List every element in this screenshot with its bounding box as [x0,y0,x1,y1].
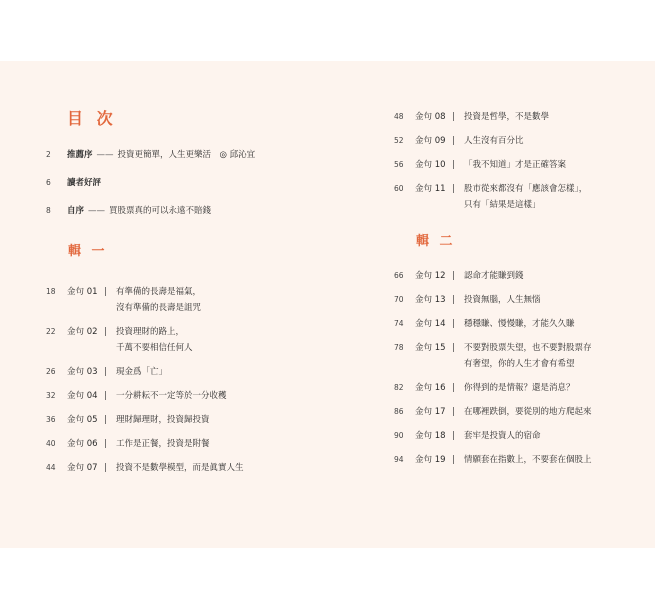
separator-bar: | [452,319,455,329]
entry-label: 金句 15 [415,343,446,353]
entry-text-line: 人生沒有百分比 [464,136,524,146]
toc-entry[interactable] [394,292,644,308]
entry-label: 金句 17 [415,407,446,417]
entry-label: 金句 10 [415,160,446,170]
page-number: 82 [394,383,404,392]
page-number: 22 [46,327,56,336]
toc-entry[interactable] [394,380,644,396]
page-number: 86 [394,407,404,416]
entry-text [464,109,644,125]
page-number: 94 [394,455,404,464]
entry-text-line: 有奢望，你的人生才會有希望 [464,359,575,369]
entry-text-line: 情願套在指數上，不要套在個股上 [464,455,592,465]
entry-label: 金句 18 [415,431,446,441]
entry-text [464,340,644,372]
entry-text-line: 你得到的是情報？還是消息？ [464,383,575,393]
toc-entry[interactable] [46,460,336,476]
entry-label: 金句 19 [415,455,446,465]
toc-entry-reader-reviews[interactable] [46,175,336,191]
toc-entry[interactable] [394,428,644,444]
entry-text-line: 一分耕耘不一定等於一分收穫 [116,391,227,401]
page-number: 56 [394,160,404,169]
entry-text: 買股票真的可以永遠不賠錢 [109,206,212,216]
page-number: 74 [394,319,404,328]
separator-bar: | [452,271,455,281]
toc-entry[interactable] [46,436,336,452]
entry-label: 金句 13 [415,295,446,305]
entry-dash: —— [88,206,106,216]
separator-bar: | [452,184,455,194]
entry-text [116,460,336,476]
entry-text-line: 投資無腦，人生無惱 [464,295,541,305]
toc-entry[interactable] [394,316,644,332]
entry-text-line: 股市從來都沒有「應該會怎樣」， [464,184,588,194]
entry-text-line: 工作是正餐，投資是附餐 [116,439,210,449]
toc-right-column [394,109,644,468]
toc-entry[interactable] [394,340,644,372]
entry-text-line: 穩穩賺、慢慢賺，才能久久賺 [464,319,575,329]
separator-bar: | [104,367,107,377]
separator-bar: | [452,295,455,305]
separator-bar: | [104,415,107,425]
entry-text [116,284,336,316]
toc-entry[interactable] [46,388,336,404]
entry-text [464,380,644,396]
separator-bar: | [452,343,455,353]
separator-bar: | [452,383,455,393]
toc-entry[interactable] [394,133,644,149]
entry-text [464,157,644,173]
separator-bar: | [104,327,107,337]
separator-bar: | [104,391,107,401]
entry-text [464,452,644,468]
entry-text [116,324,336,356]
entry-text-line: 套牢是投資人的宿命 [464,431,541,441]
toc-entry[interactable] [394,157,644,173]
section-two-entries [394,268,644,468]
separator-bar: | [452,136,455,146]
toc-entry[interactable] [46,284,336,316]
entry-text-line: 投資理財的路上， [116,327,185,337]
separator-bar: | [104,439,107,449]
entry-text-line: 現金爲「亡」 [116,367,168,377]
entry-label: 金句 06 [67,439,98,449]
page-number: 66 [394,271,404,280]
toc-entry[interactable] [394,268,644,284]
separator-bar: | [452,160,455,170]
entry-text-line: 不要對股票失望，也不要對股票存 [464,343,592,353]
separator-bar: | [452,407,455,417]
entry-label: 金句 11 [415,184,446,194]
entry-label: 讀者好評 [67,178,102,188]
entry-text-line: 投資不是數學模型，而是眞實人生 [116,463,244,473]
page-number: 60 [394,184,404,193]
entry-text [464,181,644,213]
toc-entry[interactable] [46,364,336,380]
entry-label: 金句 02 [67,327,98,337]
entry-text-line: 理財歸理財，投資歸投資 [116,415,210,425]
entry-text [464,133,644,149]
entry-label: 金句 04 [67,391,98,401]
entry-text [116,436,336,452]
toc-left-column [46,111,336,476]
toc-entry[interactable] [46,412,336,428]
entry-text-line: 有準備的長壽是福氣， [116,287,202,297]
entry-label: 金句 08 [415,112,446,122]
entry-text-line: 千萬不要相信任何人 [116,343,193,353]
separator-bar: | [452,431,455,441]
entry-text [464,428,644,444]
toc-entry[interactable] [46,324,336,356]
entry-dash: —— [96,150,114,160]
entry-text [464,292,644,308]
page-number: 44 [46,463,56,472]
toc-entry[interactable] [394,404,644,420]
toc-entry-foreword[interactable] [46,147,336,163]
page-number: 26 [46,367,56,376]
toc-entry[interactable] [394,109,644,125]
section-two-title: 輯 二 [416,234,456,249]
separator-bar: | [104,287,107,297]
entry-label: 金句 12 [415,271,446,281]
entry-label: 金句 07 [67,463,98,473]
continued-entries [394,109,644,213]
toc-entry[interactable] [394,181,644,213]
entry-text-line: 沒有準備的長壽是詛咒 [116,303,202,313]
separator-bar: | [104,463,107,473]
entry-text-line: 在哪裡跌倒，要從別的地方爬起來 [464,407,592,417]
entry-text [116,364,336,380]
page-number: 48 [394,112,404,121]
section-one-title: 輯 一 [68,244,108,259]
toc-entry[interactable] [394,452,644,468]
separator-bar: | [452,455,455,465]
entry-label: 推薦序 [67,150,93,160]
entry-label: 金句 09 [415,136,446,146]
book-page [0,61,655,548]
entry-text [464,316,644,332]
entry-label: 金句 14 [415,319,446,329]
page-number: 40 [46,439,56,448]
page-number: 6 [46,178,51,187]
entry-label: 金句 01 [67,287,98,297]
entry-text-line: 只有「結果是這樣」 [464,200,541,210]
page-number: 90 [394,431,404,440]
page-number: 2 [46,150,51,159]
entry-text-line: 認命才能賺到錢 [464,271,524,281]
page-number: 18 [46,287,56,296]
page-number: 70 [394,295,404,304]
entry-text [116,412,336,428]
entry-text-line: 「我不知道」才是正確答案 [464,160,567,170]
entry-label: 金句 16 [415,383,446,393]
entry-text [116,388,336,404]
entry-text [464,404,644,420]
separator-bar: | [452,112,455,122]
entry-text-line: 投資是哲學，不是數學 [464,112,550,122]
page-number: 78 [394,343,404,352]
entry-text [464,268,644,284]
page-number: 36 [46,415,56,424]
page-number: 32 [46,391,56,400]
entry-label: 金句 05 [67,415,98,425]
page-number: 8 [46,206,51,215]
entry-label: 金句 03 [67,367,98,377]
toc-entry-preface[interactable] [46,203,336,219]
page-number: 52 [394,136,404,145]
toc-title: 目 次 [67,109,117,128]
section-one-entries [46,284,336,476]
entry-label: 自序 [67,206,85,216]
entry-text: 投資更簡單，人生更樂活 ◎ 邱沁宜 [117,150,256,160]
